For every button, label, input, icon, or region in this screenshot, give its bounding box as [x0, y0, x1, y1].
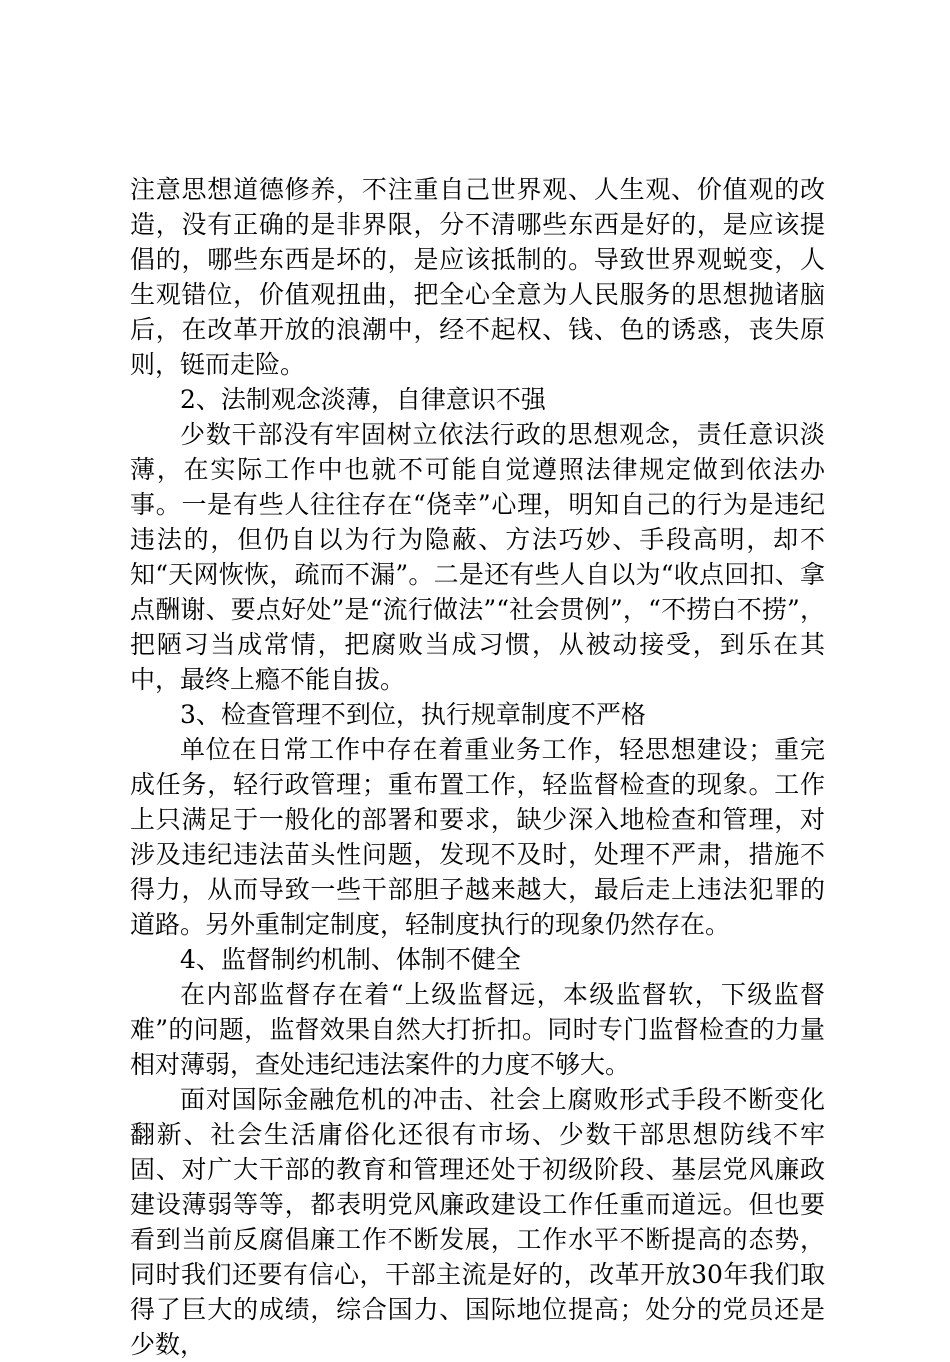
section-heading-4: 4、监督制约机制、体制不健全 [180, 945, 521, 974]
section-heading-3: 3、检查管理不到位，执行规章制度不严格 [180, 700, 646, 729]
paragraph-section-2: 少数干部没有牢固树立依法行政的思想观念，责任意识淡薄，在实际工作中也就不可能自觉遵照法律规定做到依法办事。一是有些人往往存在“侥幸”心理，明知自己的行为是违纪违法的，但仍自以为行为隐蔽、方法巧妙、手段高明，却不知“天网恢恢，疏而不漏”。二是还有些人自以为“收点回扣、拿点酬谢、要点好处”是“流行做法”“社会贯例”，“不捞白不捞”，把陋习当成常情，把腐败当成习惯，从被动接受，到乐在其中，最终上瘾不能自拔。 [130, 420, 825, 694]
paragraph-continuation: 注意思想道德修养，不注重自己世界观、人生观、价值观的改造，没有正确的是非界限，分不清哪些东西是好的，是应该提倡的，哪些东西是坏的，是应该抵制的。导致世界观蜕变，人生观错位，价值观扭曲，把全心全意为人民服务的思想抛诸脑后，在改革开放的浪潮中，经不起权、钱、色的诱惑，丧失原则，铤而走险。 [130, 175, 825, 379]
paragraph-summary: 面对国际金融危机的冲击、社会上腐败形式手段不断变化翻新、社会生活庸俗化还很有市场、少数干部思想防线不牢固、对广大干部的教育和管理还处于初级阶段、基层党风廉政建设薄弱等等，都表明党风廉政建设工作任重而道远。但也要看到当前反腐倡廉工作不断发展，工作水平不断提高的态势，同时我们还要有信心，干部主流是好的，改革开放30年我们取得了巨大的成绩，综合国力、国际地位提高；处分的党员还是少数， [130, 1085, 825, 1359]
paragraph-section-3: 单位在日常工作中存在着重业务工作，轻思想建设；重完成任务，轻行政管理；重布置工作，轻监督检查的现象。工作上只满足于一般化的部署和要求，缺少深入地检查和管理，对涉及违纪违法苗头性问题，发现不及时，处理不严肃，措施不得力，从而导致一些干部胆子越来越大，最后走上违法犯罪的道路。另外重制定制度，轻制度执行的现象仍然存在。 [130, 735, 825, 939]
section-heading-2: 2、法制观念淡薄，自律意识不强 [180, 385, 546, 414]
document-page [130, 172, 825, 1362]
paragraph-section-4: 在内部监督存在着“上级监督远，本级监督软，下级监督难”的问题，监督效果自然大打折扣。同时专门监督检查的力量相对薄弱，查处违纪违法案件的力度不够大。 [130, 980, 825, 1079]
